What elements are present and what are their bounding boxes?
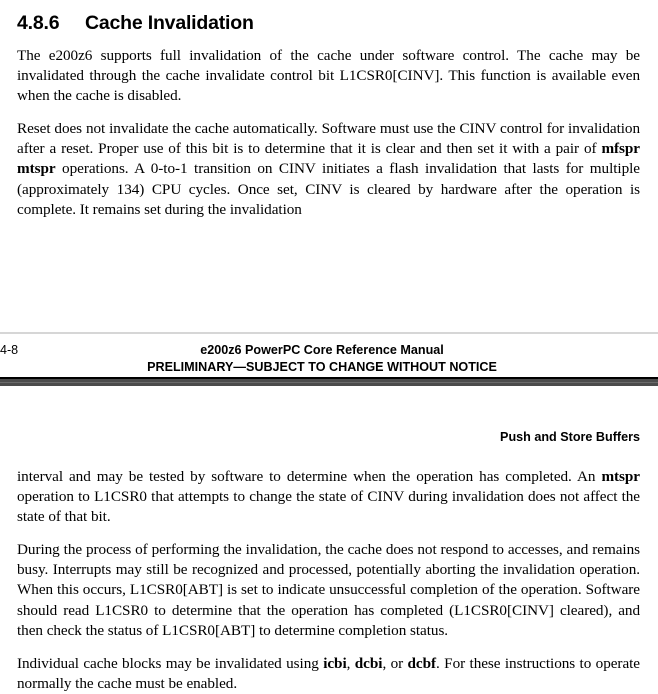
instruction-mnemonic: mtspr bbox=[601, 468, 640, 485]
footer-manual-title: e200z6 PowerPC Core Reference Manual bbox=[200, 343, 444, 357]
page-one-body bbox=[17, 46, 640, 220]
running-header: Push and Store Buffers bbox=[500, 430, 640, 444]
page-title bbox=[17, 0, 640, 35]
document-page-second bbox=[0, 387, 658, 694]
page-footer bbox=[0, 334, 658, 376]
document-page-first bbox=[0, 0, 658, 332]
section-number: 4.8.6 bbox=[17, 12, 60, 34]
paragraph: Individual cache blocks may be invalidated using icbi, dcbi, or dcbf. For these instructions to operate normally the cache must be enabled. bbox=[17, 654, 640, 692]
page-break-separator bbox=[0, 376, 658, 387]
page-two-body bbox=[17, 446, 640, 694]
footer-page-number: 4-8 bbox=[0, 343, 19, 357]
footer-preliminary-notice: PRELIMINARY—SUBJECT TO CHANGE WITHOUT NOTICE bbox=[147, 360, 497, 374]
section-title: Cache Invalidation bbox=[85, 12, 254, 34]
instruction-mnemonic: icbi bbox=[323, 654, 347, 672]
paragraph: Reset does not invalidate the cache automatically. Software must use the CINV control for invalidation after a reset. Proper use of this bit is to determine that it is clear and then set it with a pair of mfspr mtspr operations. A 0-to-1 transition on CINV initiates a flash invalidation that lasts for multiple (approximately 134) CPU cycles. Once set, CINV is cleared by hardware after the operation is complete. It remains set during the invalidation bbox=[17, 120, 640, 218]
paragraph: interval and may be tested by software to determine when the operation has completed. An mtspr operation to L1CSR0 that attempts to change the state of CINV during invalidation does not affect the state of that bit. bbox=[17, 468, 640, 526]
instruction-mnemonic: dcbf bbox=[407, 654, 437, 672]
paragraph: During the process of performing the invalidation, the cache does not respond to accesses, and remains busy. Interrupts may still be recognized and processed, potentially aborting the invalidation operation. When this occurs, L1CSR0[ABT] is set to indicate unsuccessful completion of the operation. Software should read L1CSR0 to determine that the operation has completed (L1CSR0[CINV] cleared), and then check the status of L1CSR0[ABT] to determine completion status. bbox=[17, 541, 640, 639]
instruction-mnemonic: mfspr mtspr bbox=[17, 140, 640, 178]
paragraph: The e200z6 supports full invalidation of the cache under software control. The cache may be invalidated through the cache invalidate control bit L1CSR0[CINV]. This function is available even when the cache is disabled. bbox=[17, 47, 640, 105]
instruction-mnemonic: dcbi bbox=[354, 654, 383, 672]
